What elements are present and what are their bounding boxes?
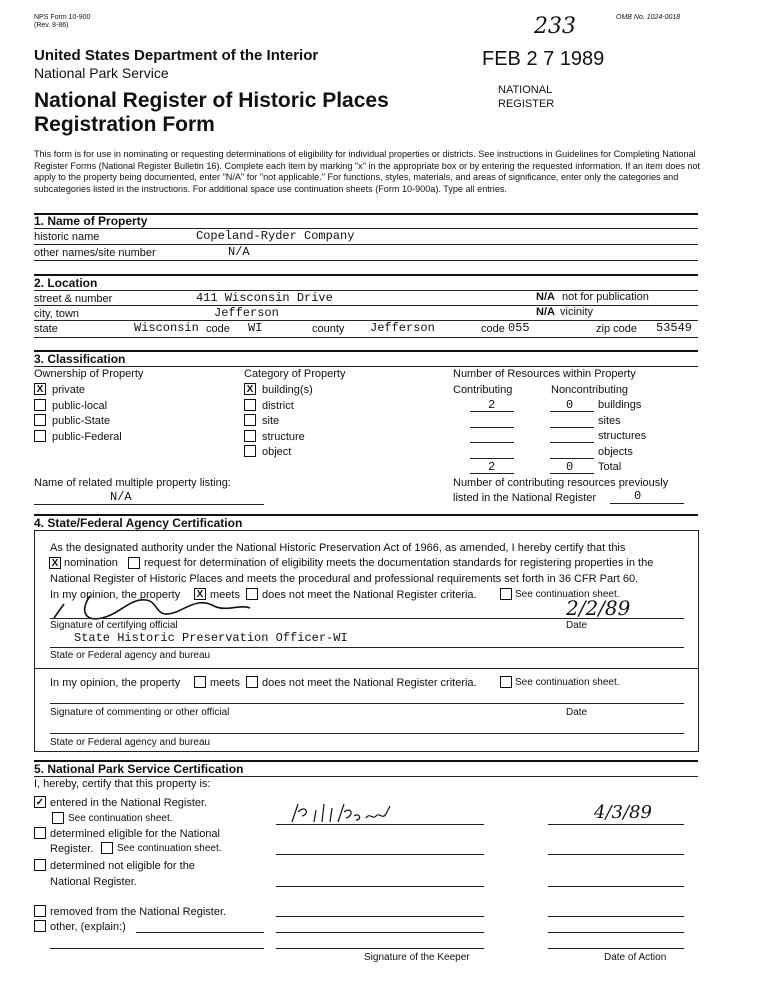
entered-checkbox[interactable]: ✓ (35, 797, 45, 808)
multiple-listing-value: N/A (110, 490, 132, 504)
category-option-label: district (262, 399, 294, 412)
stamp-line-1: NATIONAL (498, 84, 553, 96)
entered-continuation-checkbox[interactable] (52, 812, 64, 824)
contributing-blank (470, 442, 514, 443)
entered-continuation-label: See continuation sheet. (68, 813, 173, 824)
street-value: 411 Wisconsin Drive (196, 291, 333, 305)
cert-line-1: As the designated authority under the National Historic Preservation Act of 1966, as amended, I hereby certify that this (50, 542, 626, 554)
county-value: Jefferson (370, 321, 435, 335)
meets-checkbox[interactable]: X (194, 588, 206, 600)
resource-type-label: buildings (598, 399, 642, 411)
previous-listed-label-1: Number of contributing resources previously (453, 477, 669, 489)
eligible-checkbox[interactable] (34, 827, 46, 839)
agency-label: State or Federal agency and bureau (50, 650, 211, 661)
contributing-blank (470, 427, 514, 428)
noncontributing-blank (550, 458, 594, 459)
contributing-count: 2 (488, 460, 496, 474)
cert-line-2: request for determination of eligibility meets the documentation standards for registering properties in the (144, 557, 654, 569)
historic-name-value: Copeland-Ryder Company (196, 229, 355, 243)
noncontributing-label: Noncontributing (551, 384, 629, 396)
noncontributing-blank (550, 427, 594, 428)
certifying-signature-label: Signature of certifying official (50, 620, 178, 631)
cert-line-3: National Register of Historic Places and meets the procedural and professional requirements set forth in 36 CFR Part 60. (50, 573, 639, 585)
category-option-label: site (262, 415, 280, 427)
section-1-heading: 1. Name of Property (34, 214, 148, 228)
not-eligible-checkbox[interactable] (34, 859, 46, 871)
category-option-label: object (262, 446, 292, 458)
stamp-line-2: REGISTER (498, 98, 555, 110)
date-of-action-label: Date of Action (604, 952, 667, 963)
eligible-continuation-checkbox[interactable] (101, 842, 113, 854)
agency-2-label: State or Federal agency and bureau (50, 737, 211, 748)
previous-listed-value: 0 (634, 489, 642, 503)
other-checkbox[interactable] (34, 920, 46, 932)
category-option-label: structure (262, 430, 305, 443)
ownership-checkbox[interactable] (34, 430, 46, 442)
vicinity-label: vicinity (560, 306, 594, 318)
category-checkbox[interactable] (244, 430, 256, 442)
handwritten-number: 233 (534, 14, 576, 39)
category-option-label: building(s) (262, 384, 313, 396)
continuation-label-2: See continuation sheet. (515, 677, 620, 688)
previous-listed-label-2: listed in the National Register (453, 492, 597, 504)
section-3-heading: 3. Classification (34, 352, 126, 366)
meets-label: meets (210, 589, 240, 601)
eligible-continuation-label: See continuation sheet. (117, 843, 222, 854)
noncontributing-count: 0 (566, 398, 574, 412)
ownership-option-label: public-Federal (52, 430, 122, 443)
city-label: city, town (34, 308, 80, 320)
category-checkbox[interactable] (244, 414, 256, 426)
section-2-heading: 2. Location (34, 276, 98, 290)
eligible-label-1: determined eligible for the National (50, 828, 220, 840)
form-subtitle: Registration Form (34, 113, 215, 136)
form-number: NPS Form 10-900 (34, 14, 91, 21)
action-date: 4/3/89 (594, 802, 652, 823)
ownership-checkbox[interactable] (34, 399, 46, 411)
meets-checkbox-2[interactable] (194, 676, 206, 688)
removed-label: removed from the National Register. (50, 906, 227, 918)
noncontributing-count: 0 (566, 460, 574, 474)
section-5-heading: 5. National Park Service Certification (34, 762, 244, 776)
city-value: Jefferson (214, 306, 279, 320)
opinion-prefix: In my opinion, the property (50, 589, 181, 601)
certification-date-label: Date (566, 620, 588, 631)
zip-value: 53549 (656, 321, 693, 335)
opinion-2-prefix: In my opinion, the property (50, 677, 181, 689)
continuation-label-1: See continuation sheet. (515, 589, 620, 600)
other-names-value: N/A (228, 245, 250, 259)
contributing-label: Contributing (453, 384, 513, 396)
agency-value: State Historic Preservation Officer-WI (74, 631, 348, 645)
county-code-value: 055 (508, 321, 530, 335)
omb-number: OMB No. 1024-0018 (616, 14, 681, 21)
not-for-publication-label: not for publication (562, 291, 649, 303)
intro-instructions: This form is for use in nominating or requesting determinations of eligibility for individual properties or districts. See instructions in Guidelines for Completing National Register Forms (National Register Bulletin 16). Complete each item by marking "x" in the appropriate box or by entering the requested information. If an item does not apply to the property being documented, enter "N/A" for "not applicable." For functions, styles, materials, and areas of significance, enter only the categories and subcategories listed in the instructions. For additional space use continuation sheets (Form 10-900a). Type all entries. (34, 149, 701, 195)
not-eligible-label-2: National Register. (50, 876, 137, 888)
ownership-checkbox[interactable] (34, 414, 46, 426)
ownership-option-label: public-local (52, 399, 108, 412)
commenting-date-label: Date (566, 707, 588, 718)
does-not-meet-label: does not meet the National Register criteria. (262, 589, 477, 601)
removed-checkbox[interactable] (34, 905, 46, 917)
resources-heading: Number of Resources within Property (453, 368, 636, 380)
form-revision: (Rev. 8-86) (34, 22, 69, 29)
nomination-label: nomination (64, 557, 118, 569)
contributing-blank (470, 458, 514, 459)
does-not-meet-label-2: does not meet the National Register criteria. (262, 677, 477, 689)
multiple-listing-label: Name of related multiple property listing: (34, 477, 231, 489)
county-label: county (312, 323, 345, 335)
state-value: Wisconsin (134, 321, 199, 335)
vicinity-mark: N/A (536, 306, 555, 318)
eligible-label-2: Register. (50, 843, 94, 855)
historic-name-label: historic name (34, 231, 100, 243)
resource-type-label: structures (598, 430, 647, 442)
other-names-label: other names/site number (34, 247, 156, 259)
category-heading: Category of Property (244, 368, 346, 380)
entered-label: entered in the National Register. (50, 797, 208, 809)
meets-label-2: meets (210, 677, 240, 689)
certification-date: 2/2/89 (566, 596, 631, 620)
other-label: other, (explain:) (50, 921, 126, 933)
ownership-heading: Ownership of Property (34, 368, 144, 380)
form-title: National Register of Historic Places (34, 89, 389, 112)
date-stamp: FEB 2 7 1989 (482, 48, 605, 70)
state-code-label: code (206, 323, 230, 335)
keeper-signature-label: Signature of the Keeper (364, 952, 470, 963)
nps-cert-intro: I, hereby, certify that this property is: (34, 778, 211, 790)
noncontributing-blank (550, 442, 594, 443)
not-eligible-label-1: determined not eligible for the (50, 860, 195, 872)
section-4-heading: 4. State/Federal Agency Certification (34, 516, 243, 530)
county-code-label: code (481, 323, 505, 335)
does-not-meet-checkbox-2[interactable] (246, 676, 258, 688)
ownership-option-label: private (52, 384, 86, 396)
state-label: state (34, 323, 58, 335)
resource-type-label: Total (598, 461, 622, 473)
agency-title: United States Department of the Interior (34, 47, 319, 64)
resource-type-label: objects (598, 445, 633, 458)
nomination-checkbox[interactable]: X (49, 557, 61, 569)
category-checkbox[interactable] (244, 445, 256, 457)
continuation-checkbox-2[interactable] (500, 676, 512, 688)
agency-subtitle: National Park Service (34, 65, 169, 81)
category-checkbox[interactable] (244, 399, 256, 411)
continuation-checkbox-1[interactable] (500, 588, 512, 600)
commenting-signature-label: Signature of commenting or other official (50, 707, 230, 718)
street-label: street & number (34, 293, 113, 305)
ownership-checkbox[interactable]: X (34, 383, 46, 395)
category-checkbox[interactable]: X (244, 383, 256, 395)
determination-checkbox[interactable] (128, 557, 140, 569)
ownership-option-label: public-State (52, 415, 111, 427)
state-code-value: WI (248, 321, 263, 335)
resource-type-label: sites (598, 414, 621, 427)
zip-label: zip code (596, 323, 637, 335)
not-for-publication-mark: N/A (536, 291, 555, 303)
contributing-count: 2 (488, 398, 496, 412)
